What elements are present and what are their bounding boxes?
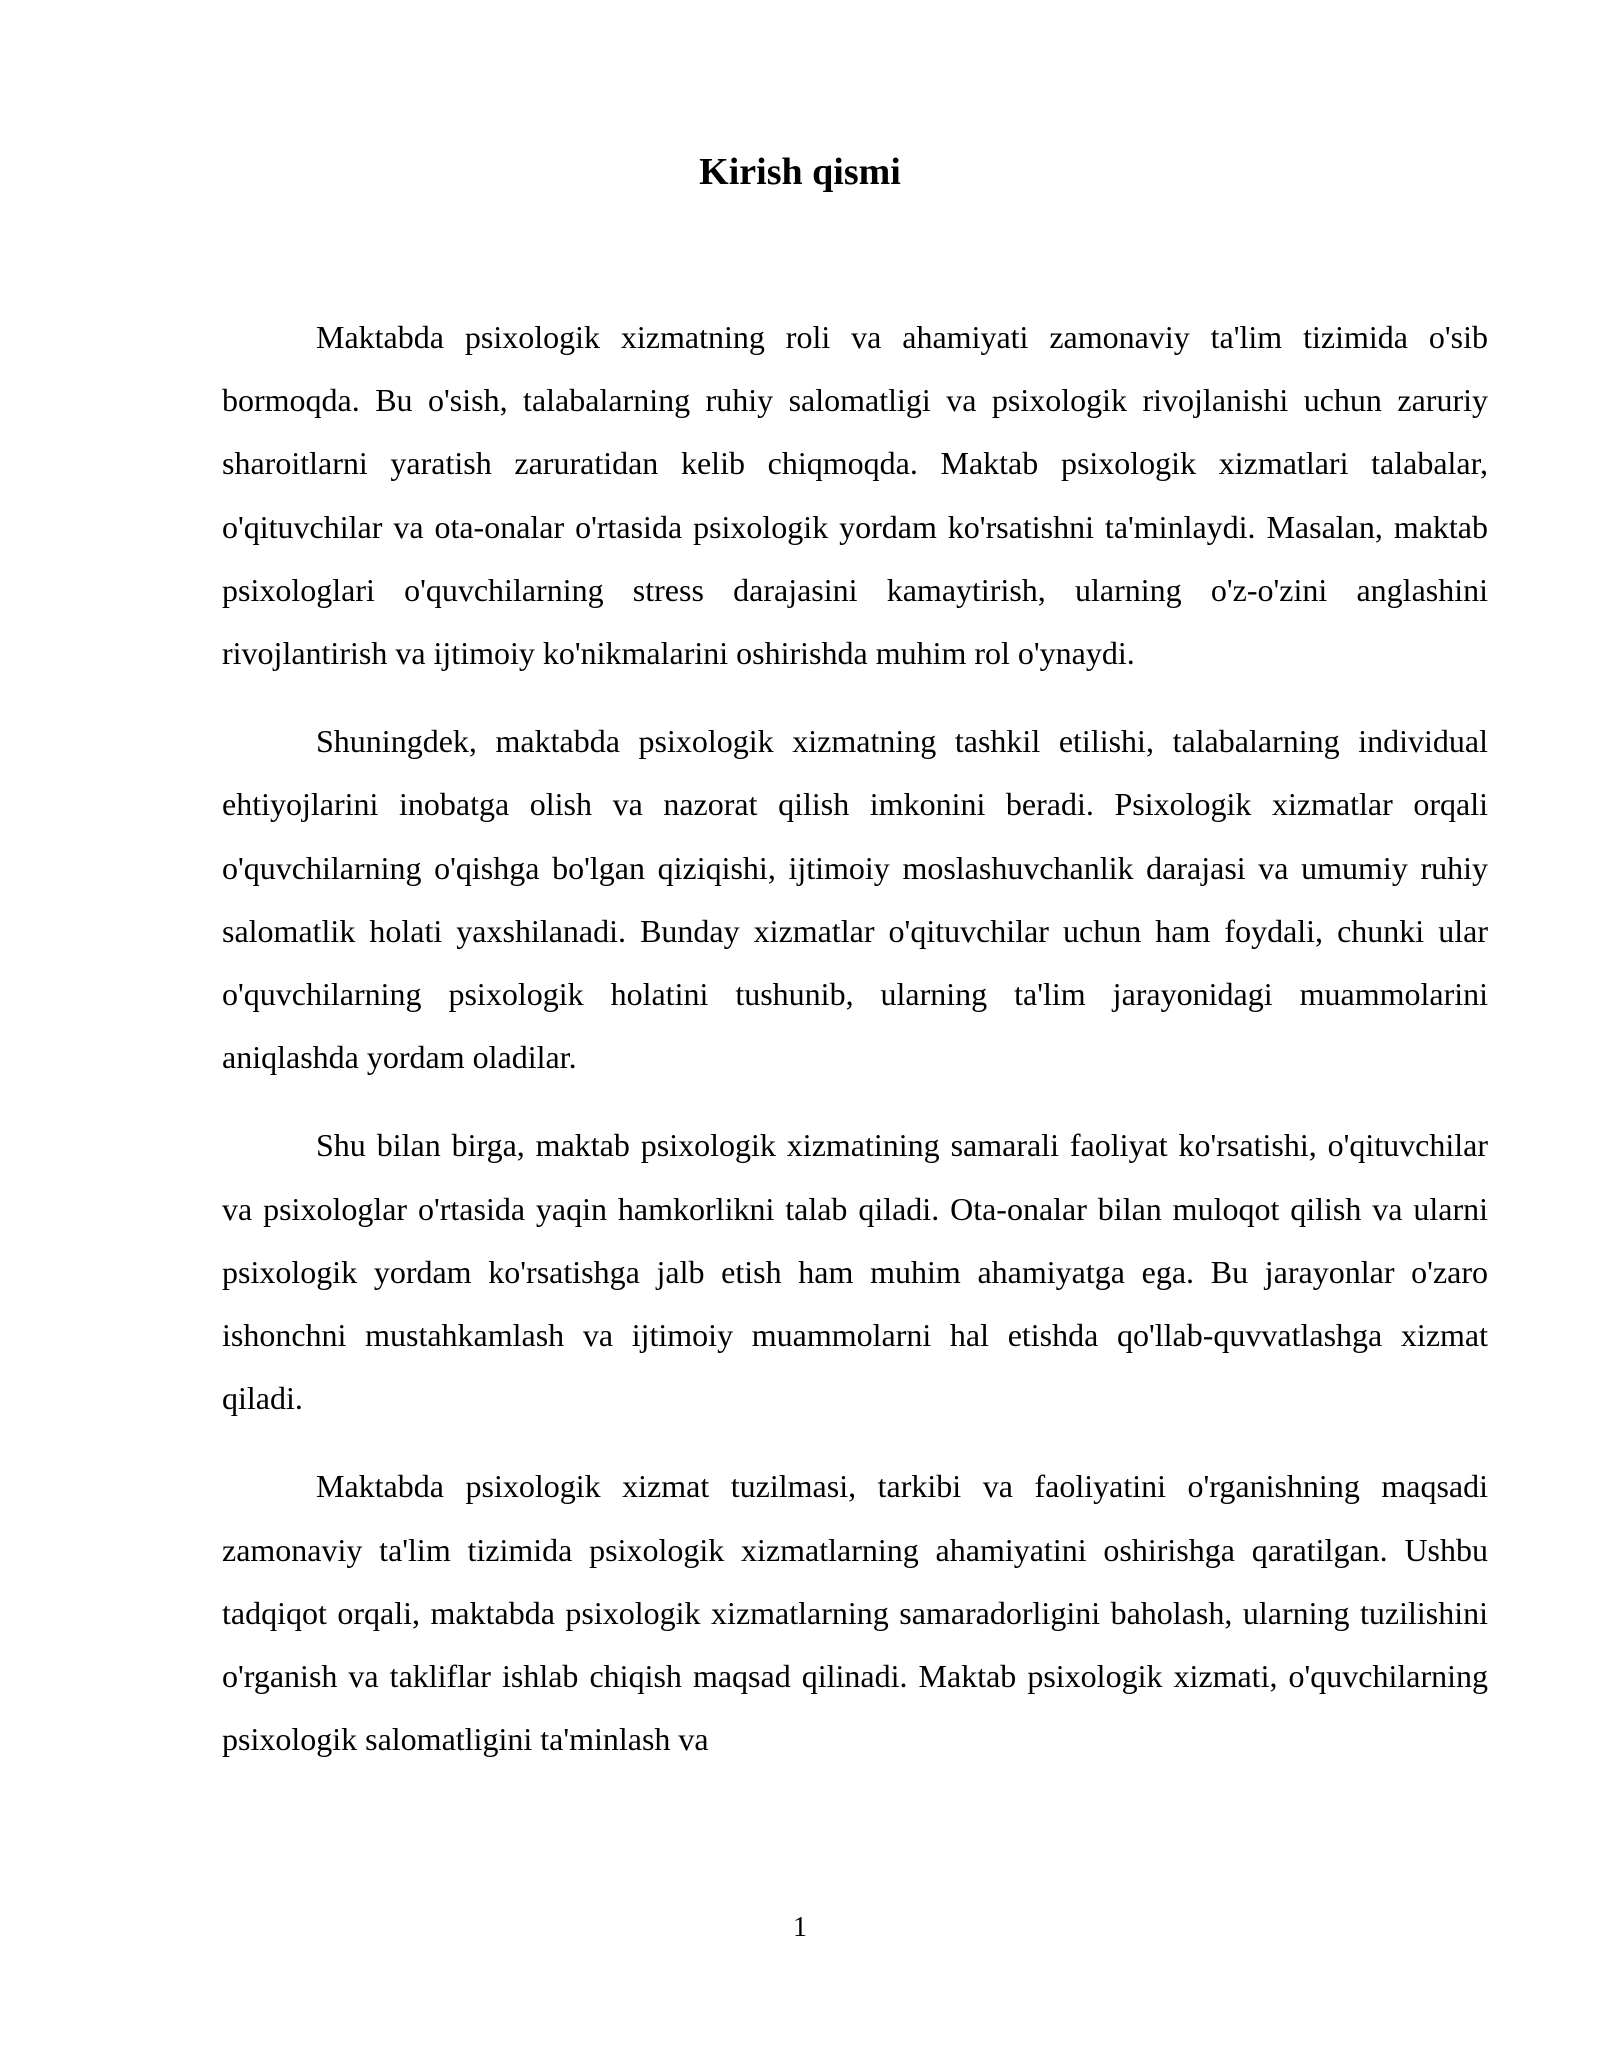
page-number: 1 [793,1912,807,1943]
document-body [222,306,1488,1796]
paragraph-1: Maktabda psixologik xizmatning roli va ahamiyati zamonaviy ta'lim tizimida o'sib bormoqda. Bu o'sish, talabalarning ruhiy salomatligi va psixologik rivojlanishi uchun zaruriy sharoitlarni yaratish zaruratidan kelib chiqmoqda. Maktab psixologik xizmatlari talabalar, o'qituvchilar va ota-onalar o'rtasida psixologik yordam ko'rsatishni ta'minlaydi. Masalan, maktab psixologlari o'quvchilarning stress darajasini kamaytirish, ularning o'z-o'zini anglashini rivojlantirish va ijtimoiy ko'nikmalarini oshirishda muhim rol o'ynaydi. [222,319,1488,672]
page-title: Kirish qismi [699,151,901,193]
paragraph-3: Shu bilan birga, maktab psixologik xizmatining samarali faoliyat ko'rsatishi, o'qituvchilar va psixologlar o'rtasida yaqin hamkorlikni talab qiladi. Ota-onalar bilan muloqot qilish va ularni psixologik yordam ko'rsatishga jalb etish ham muhim ahamiyatga ega. Bu jarayonlar o'zaro ishonchni mustahkamlash va ijtimoiy muammolarni hal etishda qo'llab-quvvatlashga xizmat qiladi. [222,1127,1488,1417]
paragraph-2: Shuningdek, maktabda psixologik xizmatning tashkil etilishi, talabalarning individual ehtiyojlarini inobatga olish va nazorat qilish imkonini beradi. Psixologik xizmatlar orqali o'quvchilarning o'qishga bo'lgan qiziqishi, ijtimoiy moslashuvchanlik darajasi va umumiy ruhiy salomatlik holati yaxshilanadi. Bunday xizmatlar o'qituvchilar uchun ham foydali, chunki ular o'quvchilarning psixologik holatini tushunib, ularning ta'lim jarayonidagi muammolarini aniqlashda yordam oladilar. [222,723,1488,1076]
paragraph-4: Maktabda psixologik xizmat tuzilmasi, tarkibi va faoliyatini o'rganishning maqsadi zamonaviy ta'lim tizimida psixologik xizmatlarning ahamiyatini oshirishga qaratilgan. Ushbu tadqiqot orqali, maktabda psixologik xizmatlarning samaradorligini baholash, ularning tuzilishini o'rganish va takliflar ishlab chiqish maqsad qilinadi. Maktab psixologik xizmati, o'quvchilarning psixologik salomatligini ta'minlash va [222,1468,1488,1758]
